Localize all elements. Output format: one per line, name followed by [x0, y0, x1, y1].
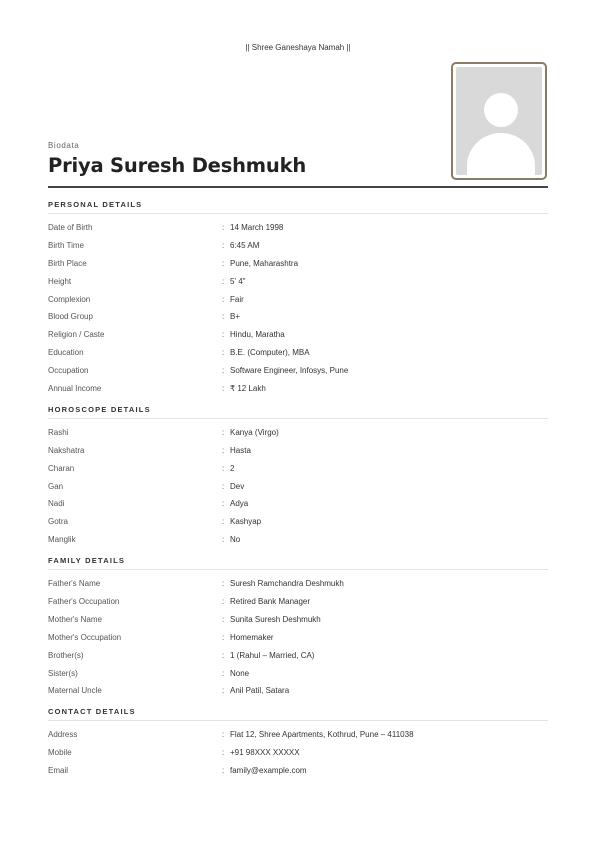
detail-value: 2: [230, 463, 235, 473]
detail-row: [48, 478, 548, 496]
detail-row: [48, 255, 548, 273]
detail-value: No: [230, 535, 241, 545]
detail-value: Adya: [230, 499, 249, 509]
detail-row: [48, 629, 548, 647]
detail-label: Mother's Occupation: [48, 632, 122, 642]
detail-value: B+: [230, 312, 241, 322]
detail-label: Brother(s): [48, 650, 84, 660]
detail-row: [48, 326, 548, 344]
detail-separator: :: [222, 427, 225, 437]
biodata-content: [48, 199, 548, 786]
detail-row: [48, 513, 548, 531]
detail-value: Hasta: [230, 445, 251, 455]
detail-label: Maternal Uncle: [48, 686, 102, 696]
detail-separator: :: [222, 276, 225, 286]
detail-separator: :: [222, 258, 225, 268]
detail-row: [48, 682, 548, 700]
detail-label: Mother's Name: [48, 614, 102, 624]
detail-value: Kashyap: [230, 517, 262, 527]
detail-separator: :: [222, 445, 225, 455]
detail-value: Hindu, Maratha: [230, 330, 285, 340]
detail-label: Height: [48, 276, 72, 286]
detail-separator: :: [222, 632, 225, 642]
detail-row: [48, 575, 548, 593]
detail-label: Blood Group: [48, 312, 93, 322]
detail-separator: :: [222, 384, 225, 394]
detail-row: [48, 237, 548, 255]
avatar-head: [484, 93, 518, 127]
detail-label: Occupation: [48, 366, 89, 376]
detail-label: Annual Income: [48, 384, 102, 394]
detail-label: Birth Time: [48, 240, 85, 250]
detail-separator: :: [222, 517, 225, 527]
detail-row: [48, 362, 548, 380]
detail-value: 6:45 AM: [230, 240, 260, 250]
section-title: FAMILY DETAILS: [48, 555, 548, 570]
detail-separator: :: [222, 535, 225, 545]
detail-label: Email: [48, 766, 69, 776]
invocation-text: || Shree Ganeshaya Namah ||: [245, 43, 351, 52]
detail-label: Gan: [48, 481, 64, 491]
section-family-details: [48, 555, 548, 706]
avatar-body: [467, 133, 535, 175]
detail-value: Software Engineer, Infosys, Pune: [230, 366, 349, 376]
detail-row: [48, 726, 548, 744]
detail-value: 5' 4": [230, 276, 246, 286]
detail-row: [48, 308, 548, 326]
avatar-placeholder-icon: [456, 67, 542, 175]
detail-separator: :: [222, 240, 225, 250]
detail-value: Homemaker: [230, 632, 274, 642]
detail-separator: :: [222, 223, 225, 232]
detail-label: Sister(s): [48, 668, 78, 678]
detail-separator: :: [222, 348, 225, 358]
detail-label: Manglik: [48, 535, 76, 545]
section-title: PERSONAL DETAILS: [48, 199, 548, 214]
detail-label: Religion / Caste: [48, 330, 105, 340]
detail-row: [48, 219, 548, 237]
detail-separator: :: [222, 597, 225, 607]
detail-value: Flat 12, Shree Apartments, Kothrud, Pune – 411038: [230, 730, 414, 740]
section-title: HOROSCOPE DETAILS: [48, 404, 548, 419]
detail-row: [48, 380, 548, 398]
detail-separator: :: [222, 481, 225, 491]
detail-row: [48, 611, 548, 629]
detail-label: Rashi: [48, 427, 69, 437]
detail-value: Retired Bank Manager: [230, 597, 311, 607]
detail-label: Nadi: [48, 499, 65, 509]
detail-value: 1 (Rahul – Married, CA): [230, 650, 315, 660]
detail-value: Kanya (Virgo): [230, 427, 279, 437]
detail-value: 14 March 1998: [230, 223, 284, 232]
detail-label: Date of Birth: [48, 223, 93, 232]
detail-row: [48, 665, 548, 683]
detail-separator: :: [222, 330, 225, 340]
detail-label: Address: [48, 730, 78, 740]
detail-label: Birth Place: [48, 258, 87, 268]
detail-separator: :: [222, 294, 225, 304]
detail-row: [48, 531, 548, 549]
profile-photo: [451, 62, 547, 180]
section-horoscope-details: [48, 404, 548, 555]
section-spacer: [48, 780, 548, 786]
detail-label: Charan: [48, 463, 75, 473]
detail-row: [48, 744, 548, 762]
detail-label: Complexion: [48, 294, 91, 304]
detail-label: Education: [48, 348, 84, 358]
detail-value: Sunita Suresh Deshmukh: [230, 614, 321, 624]
detail-separator: :: [222, 668, 225, 678]
detail-row: [48, 647, 548, 665]
detail-row: [48, 762, 548, 780]
detail-value: +91 98XXX XXXXX: [230, 748, 300, 758]
detail-label: Mobile: [48, 748, 72, 758]
detail-row: [48, 460, 548, 478]
detail-separator: :: [222, 366, 225, 376]
detail-row: [48, 344, 548, 362]
detail-separator: :: [222, 748, 225, 758]
detail-separator: :: [222, 312, 225, 322]
detail-row: [48, 442, 548, 460]
detail-value: ₹ 12 Lakh: [230, 384, 266, 394]
section-title: CONTACT DETAILS: [48, 706, 548, 721]
detail-separator: :: [222, 499, 225, 509]
detail-row: [48, 495, 548, 513]
document-kicker: Biodata: [48, 141, 80, 150]
detail-value: family@example.com: [230, 766, 307, 776]
detail-row: [48, 273, 548, 291]
detail-row: [48, 291, 548, 309]
detail-separator: :: [222, 463, 225, 473]
detail-value: Fair: [230, 294, 244, 304]
detail-label: Father's Name: [48, 579, 101, 589]
detail-value: Pune, Maharashtra: [230, 258, 299, 268]
detail-separator: :: [222, 730, 225, 740]
detail-separator: :: [222, 614, 225, 624]
section-contact-details: [48, 706, 548, 786]
detail-separator: :: [222, 579, 225, 589]
title-divider: [48, 186, 548, 188]
detail-separator: :: [222, 766, 225, 776]
detail-value: Anil Patil, Satara: [230, 686, 290, 696]
detail-separator: :: [222, 686, 225, 696]
person-name: Priya Suresh Deshmukh: [48, 154, 307, 177]
detail-label: Father's Occupation: [48, 597, 120, 607]
detail-row: [48, 593, 548, 611]
detail-value: Suresh Ramchandra Deshmukh: [230, 579, 344, 589]
detail-label: Gotra: [48, 517, 69, 527]
detail-value: None: [230, 668, 250, 678]
detail-row: [48, 424, 548, 442]
detail-value: B.E. (Computer), MBA: [230, 348, 310, 358]
detail-label: Nakshatra: [48, 445, 85, 455]
section-personal-details: [48, 199, 548, 404]
detail-value: Dev: [230, 481, 245, 491]
detail-separator: :: [222, 650, 225, 660]
